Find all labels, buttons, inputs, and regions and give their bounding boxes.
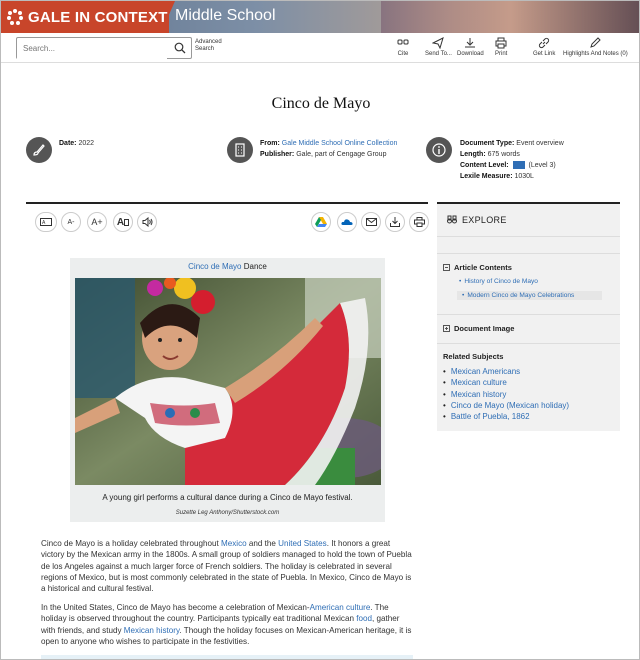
related-subject-link[interactable]: • Mexican history	[443, 389, 569, 400]
search-input[interactable]	[17, 39, 167, 59]
brand-logo[interactable]	[1, 1, 169, 33]
related-subject-link[interactable]: • Cinco de Mayo (Mexican holiday)	[443, 400, 569, 411]
related-subject-link[interactable]: • Mexican Americans	[443, 366, 569, 377]
display-options-icon	[124, 219, 129, 226]
paragraph-text: . Though the holiday focuses on Mexican-American heritage, it is open to anyone who wishes to participate in the festivities.	[41, 625, 412, 646]
reader-print-button[interactable]	[409, 212, 429, 232]
document-info-meta: Document Type: Event overview Length: 675 words Content Level: (Level 3) Lexile Measure: 1030L	[460, 140, 564, 180]
banner-photo	[381, 1, 640, 33]
reader-download-button[interactable]	[385, 212, 405, 232]
paragraph-text: and the	[246, 539, 279, 548]
pencil-icon	[589, 37, 601, 49]
brush-icon	[32, 143, 46, 157]
page-title: Cinco de Mayo	[271, 95, 371, 112]
paragraph-text: . The holiday is observed throughout the country. Participants typically eat traditional Mexican	[41, 603, 389, 624]
advanced-search-link[interactable]: Advanced Search	[195, 39, 222, 52]
figure-credit: Suzette Leg Anthony/Shutterstock.com	[175, 510, 280, 516]
envelope-icon	[366, 218, 377, 226]
header-banner	[1, 1, 640, 33]
expand-icon	[443, 325, 450, 332]
date-meta-icon	[26, 137, 52, 163]
printer-icon	[495, 37, 507, 49]
send-icon	[432, 37, 444, 49]
paragraph-text: , gather with friends, and study	[41, 614, 400, 635]
source-meta: From: Gale Middle School Online Collection Publisher: Gale, part of Cengage Group	[260, 140, 398, 158]
source-meta-icon	[227, 137, 253, 163]
collapse-icon	[443, 264, 450, 271]
article-contents-toggle[interactable]: Article Contents	[443, 263, 512, 272]
increase-font-button[interactable]: A+	[87, 212, 107, 232]
display-options-button[interactable]: A	[113, 212, 133, 232]
figure-image[interactable]	[75, 278, 381, 485]
onedrive-icon	[341, 218, 353, 226]
building-icon	[233, 143, 247, 157]
inline-link[interactable]: Mexico	[220, 539, 247, 548]
get-link-button[interactable]: Get Link	[533, 37, 555, 57]
svg-text:A: A	[42, 220, 46, 226]
toc-item[interactable]: • History of Cinco de Mayo	[459, 278, 538, 285]
paragraph-text: In the United States, Cinco de Mayo has become a celebration of Mexican-	[41, 603, 310, 612]
brand-name: GALE IN CONTEXT	[28, 8, 168, 26]
quote-icon	[397, 37, 409, 49]
body-paragraph-2	[41, 602, 413, 647]
document-figure	[70, 258, 385, 522]
download-icon	[390, 217, 400, 227]
email-button[interactable]	[361, 212, 381, 232]
related-subjects-heading: Related Subjects	[443, 352, 504, 361]
onedrive-button[interactable]	[337, 212, 357, 232]
binoculars-icon	[447, 215, 457, 224]
highlight-box	[41, 655, 413, 660]
dancer-photo	[75, 278, 381, 485]
info-meta-icon	[426, 137, 452, 163]
search-icon[interactable]	[174, 42, 186, 54]
inline-link[interactable]: United States	[278, 539, 327, 548]
download-icon	[464, 37, 476, 49]
cite-button[interactable]: Cite	[397, 37, 409, 57]
content-divider	[26, 202, 428, 204]
speaker-icon	[142, 217, 153, 227]
related-subject-link[interactable]: • Mexican culture	[443, 377, 569, 388]
paragraph-text: Cinco de Mayo is a holiday celebrated throughout	[41, 539, 221, 548]
google-drive-icon	[315, 217, 327, 227]
listen-button[interactable]	[137, 212, 157, 232]
source-link[interactable]: Gale Middle School Online Collection	[281, 140, 398, 147]
paragraph-text: . It honors a great victory by the Mexican army in the 1800s. A small group of soldiers managed to hold the town of Puebla de los Angeles against a much larger force of French soldiers. The holiday is celebrated in several regions of Mexico, but is most commonly celebrated in the state of Puebla. In Mexico, Cinco de Mayo is a historical and cultural festival.	[41, 539, 412, 594]
download-button[interactable]: Download	[457, 37, 484, 57]
explore-heading[interactable]: EXPLORE	[447, 215, 507, 225]
inline-link[interactable]: Mexican history	[123, 625, 180, 635]
related-subjects-list	[443, 366, 569, 422]
send-to-button[interactable]: Send To...	[425, 37, 452, 57]
date-meta: Date: 2022	[59, 140, 95, 147]
link-icon	[538, 37, 550, 49]
toolbar	[1, 33, 640, 63]
figure-title-link[interactable]: Cinco de Mayo	[188, 262, 242, 271]
content-level-icon	[513, 161, 525, 169]
figure-title: Cinco de Mayo Dance	[188, 262, 267, 271]
search-box	[16, 37, 192, 59]
print-button[interactable]: Print	[495, 37, 507, 57]
decrease-font-button[interactable]: A-	[61, 212, 81, 232]
text-format-icon	[40, 218, 52, 226]
info-icon	[432, 143, 446, 157]
figure-caption: A young girl performs a cultural dance during a Cinco de Mayo festival.	[102, 493, 353, 502]
related-subject-link[interactable]: • Battle of Puebla, 1862	[443, 411, 569, 422]
gale-logo-icon	[7, 9, 23, 25]
dyslexia-font-button[interactable]	[35, 212, 57, 232]
toc-item[interactable]: • Modern Cinco de Mayo Celebrations	[457, 291, 602, 300]
document-image-toggle[interactable]: Document Image	[443, 324, 514, 333]
inline-link[interactable]: food	[356, 614, 372, 624]
explore-sidebar	[437, 204, 620, 431]
body-paragraph-1	[41, 538, 413, 594]
highlights-notes-button[interactable]: Highlights And Notes (0)	[563, 37, 628, 57]
printer-icon	[414, 217, 425, 227]
inline-link[interactable]: American culture	[309, 603, 371, 612]
product-name: Middle School	[175, 7, 276, 24]
google-drive-button[interactable]	[311, 212, 331, 232]
